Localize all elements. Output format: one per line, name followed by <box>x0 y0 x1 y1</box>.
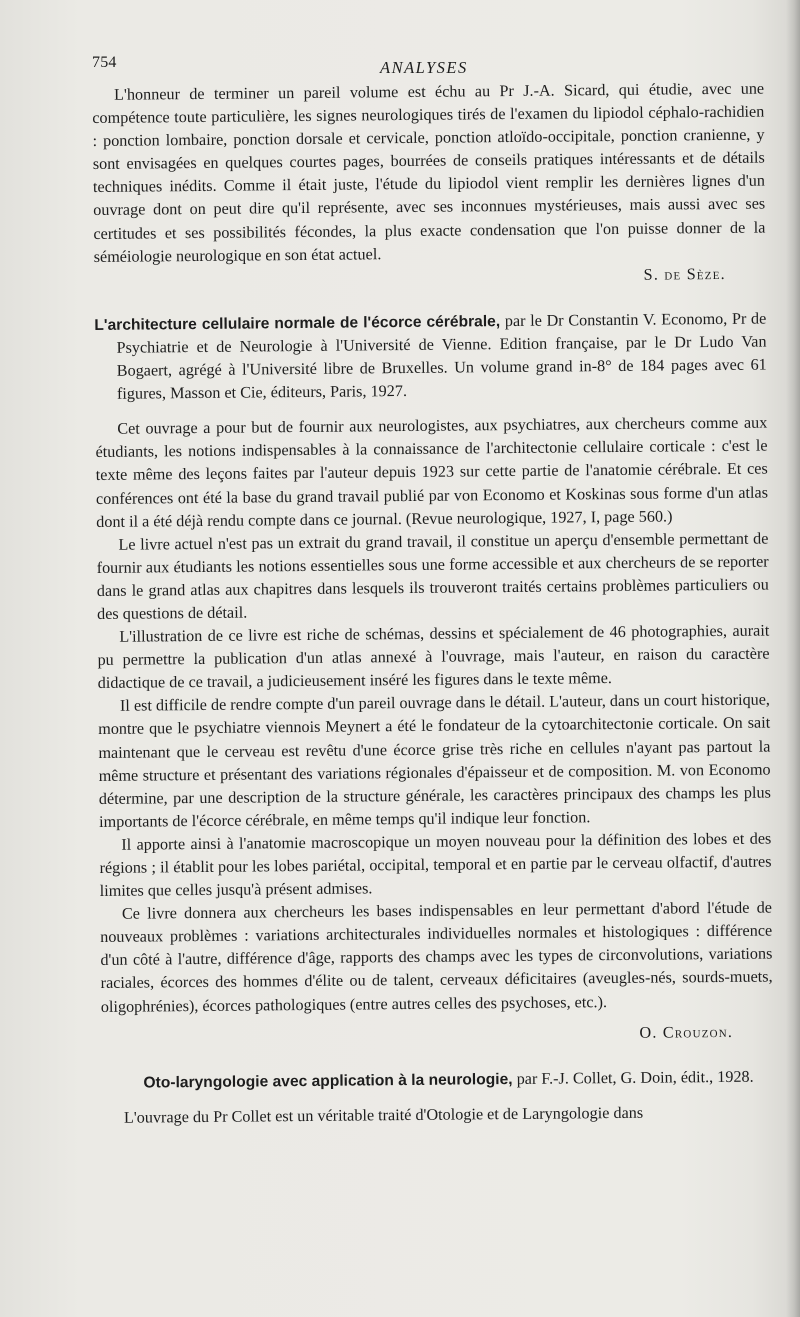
review-economo-paragraph-5: Il apporte ainsi à l'anatomie macroscopique un moyen nouveau pour la définition des lobes et des régions ; il établit pour les lobes pariétal, occipital, temporal et en partie par le cerveau olfactif, d'autres limites que celles jusqu'à présent admises. <box>99 829 772 901</box>
page-content <box>92 78 774 1130</box>
page-edge-shadow <box>786 0 800 1317</box>
signature-de-seze: S. de Sèze. <box>643 264 726 284</box>
page-number: 754 <box>92 54 117 71</box>
book-citation-economo: par le Dr Constantin V. Economo, Pr de Psychiatrie et de Neurologie à l'Université de Vienne. Edition française, par le Dr Ludo Van Bogaert, agrégé à l'Université libre de Bruxelles. Un volume grand in-8° de 184 pages avec 61 figures, Masson et Cie, éditeurs, Paris, 1927. <box>116 309 767 403</box>
review-collet-paragraph: L'ouvrage du Pr Collet est un véritable traité d'Otologie et de Laryngologie dans <box>123 1103 644 1127</box>
review-economo-paragraph-4: Il est difficile de rendre compte d'un pareil ouvrage dans le détail. L'auteur, dans un court historique, montre que le psychiatre viennois Meynert a été le fondateur de la cytoarchitectonie corticale. On sait maintenant que le cerveau est revêtu d'une écorce grise très riche en cellules n'ayant pas partout la même structure et présentant des variations régionales d'épaisseur et de composition. M. von Economo détermine, par une description de la structure générale, les caractères principaux des champs les plus importants de l'écorce cérébrale, en même temps qu'il indique leur fonction. <box>98 690 771 831</box>
review-economo-heading <box>94 307 767 406</box>
running-head: ANALYSES <box>380 58 468 77</box>
review-sicard-paragraph: L'honneur de terminer un pareil volume est échu au Pr J.-A. Sicard, qui étudie, avec une compétence toute particulière, les signes neurologiques tirés de l'examen du lipiodol céphalo-rachidien : ponction lombaire, ponction dorsale et cervicale, ponction atloïdo-occipitale, ponction cranienne, y sont envisagées en quelques courtes pages, bourrées de conseils pratiques intéressants et de détails techniques inédits. Comme il était juste, l'étude du lipiodol vient remplir les dernières lignes d'un ouvrage dont on peut dire qu'il représente, avec ses inconnues mystérieuses, mais aussi avec ses certitudes et ses possibilités fécondes, la plus exacte condensation que l'on puisse donner de la séméiologie neurologique en son état actuel. <box>92 79 766 266</box>
book-title-economo: L'architecture cellulaire normale de l'écorce cérébrale, <box>94 312 501 334</box>
review-economo-paragraph-1: Cet ouvrage a pour but de fournir aux neurologistes, aux psychiatres, aux chercheurs comme aux étudiants, les notions indispensables à la connaissance de l'architectonie cellulaire corticale : c'est le texte même des leçons faites par l'auteur depuis 1923 sur cette partie de l'anatomie cérébrale. Et ces conférences ont été la base du grand travail publié par von Economo et Koskinas sous forme d'un atlas dont il a été déjà rendu compte dans ce journal. (Revue neurologique, 1927, I, page 560.) <box>95 413 769 531</box>
review-economo-paragraph-2: Le livre actuel n'est pas un extrait du grand travail, il constitue un aperçu d'ensemble permettant de fournir aux étudiants les notions essentielles sous une forme accessible et aux chercheurs de se reporter dans le grand atlas aux chapitres dans lesquels ils trouveront traités certains problèmes particuliers ou des questions de détail. <box>96 529 769 623</box>
signature-crouzon: O. Crouzon. <box>639 1022 734 1042</box>
book-citation-collet: par F.-J. Collet, G. Doin, édit., 1928. <box>512 1067 754 1088</box>
review-economo-paragraph-3: L'illustration de ce livre est riche de schémas, dessins et spécialement de 46 photographies, aurait pu permettre la publication d'un atlas annexé à l'ouvrage, mais l'auteur, en raison du caractère didactique de ce travail, a judicieusement inséré les figures dans le texte même. <box>97 621 770 693</box>
review-economo-paragraph-6: Ce livre donnera aux chercheurs les bases indispensables en leur permettant d'abord l'étude de nouveaux problèmes : variations architecturales individuelles normales et histologiques : différence d'un côté à l'autre, différence d'âge, rapports des champs avec les types de circonvolutions, variations raciales, écorces des hommes d'élite ou de talent, cerveaux déficitaires (aveugles-nés, sourds-muets, oligophrénies), écorces pathologiques (entre autres celles des psychoses, etc.). <box>100 898 773 1016</box>
book-title-collet: Oto-laryngologie avec application à la neurologie, <box>143 1070 513 1092</box>
